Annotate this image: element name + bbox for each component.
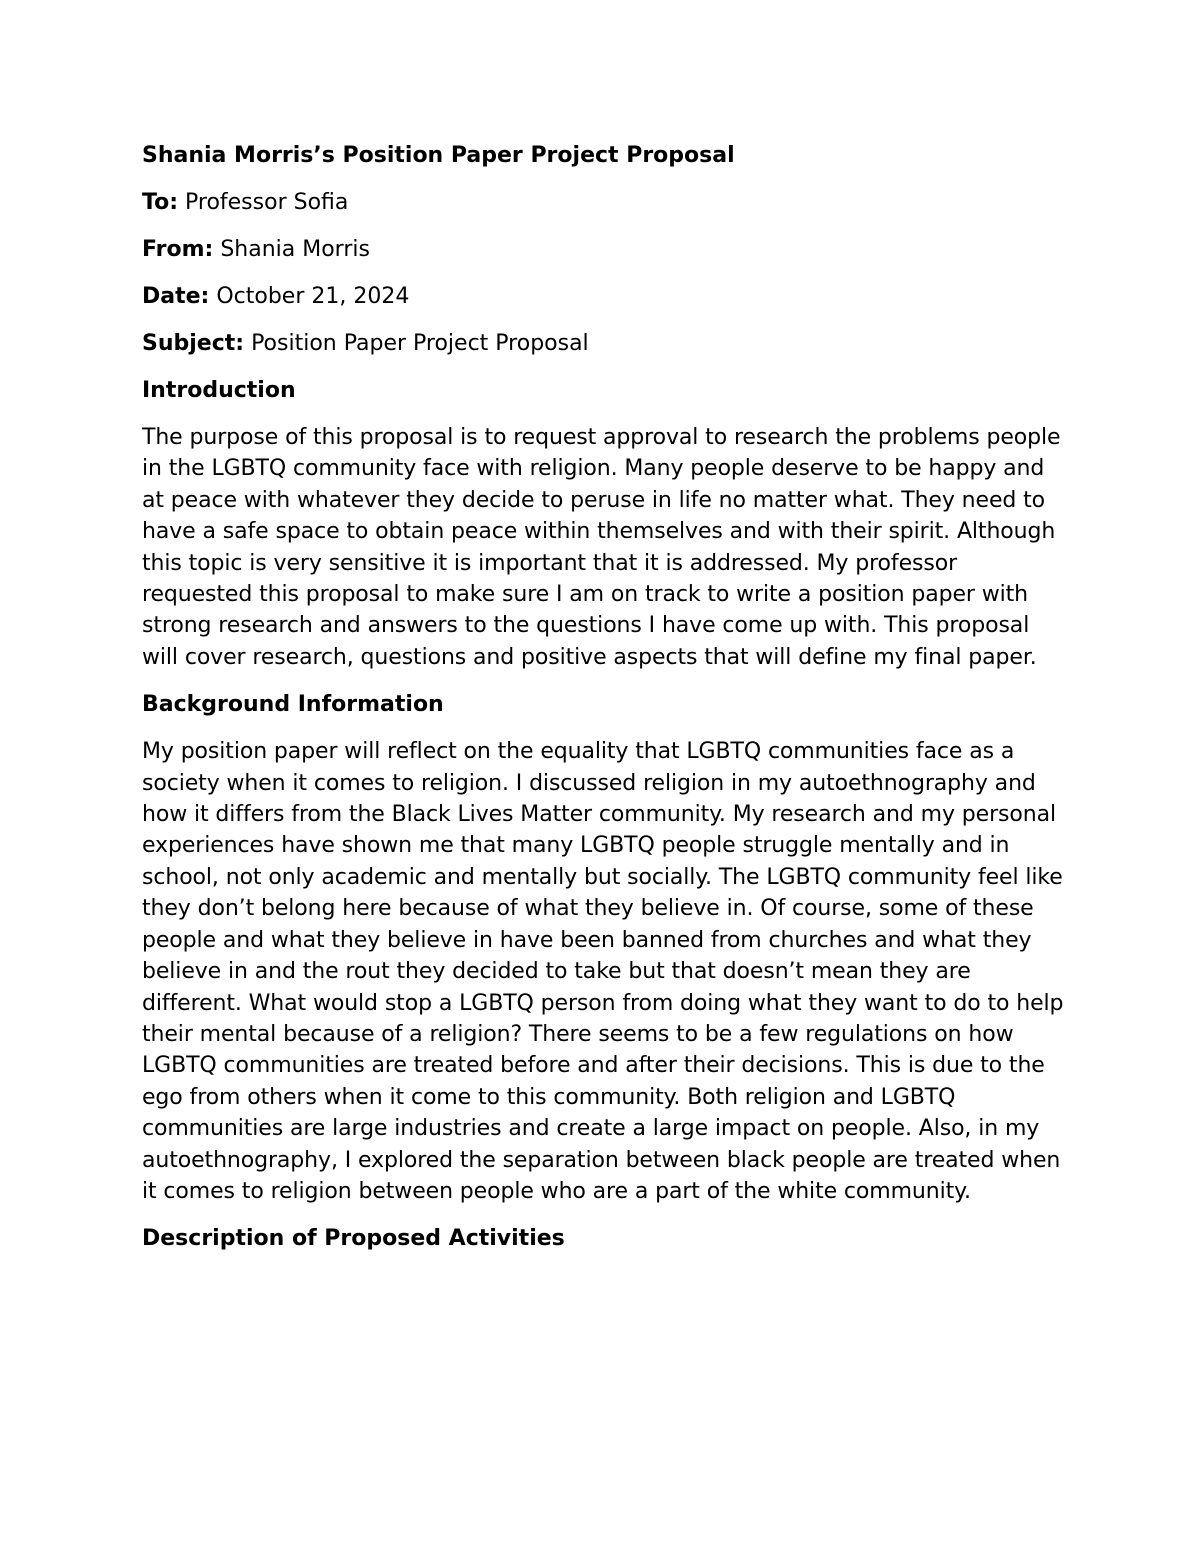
memo-subject-value: Position Paper Project Proposal [251,331,589,356]
memo-to-label: To: [142,190,178,215]
document-body [142,140,1072,1270]
introduction-paragraph: The purpose of this proposal is to request approval to research the problems people in the LGBTQ community face with religion. Many people deserve to be happy and at peace with whatever they decide to peruse in life no matter what. They need to have a safe space to obtain peace within themselves and with their spirit. Although this topic is very sensitive it is important that it is addressed. My professor requested this proposal to make sure I am on track to write a position paper with strong research and answers to the questions I have come up with. This proposal will cover research, questions and positive aspects that will define my final paper. [142,425,1061,670]
activities-heading: Description of Proposed Activities [142,1226,565,1252]
document-title: Shania Morris’s Position Paper Project Proposal [142,143,735,168]
introduction-heading: Introduction [142,378,296,403]
memo-date-value: October 21, 2024 [216,284,410,309]
memo-from-line [142,234,1072,265]
memo-to-value: Professor Sofia [185,190,349,215]
background-paragraph: My position paper will reflect on the equality that LGBTQ communities face as a society when it comes to religion. I discussed religion in my autoethnography and how it differs from the Black Lives Matter community. My research and my personal experiences have shown me that many LGBTQ people struggle mentally and in school, not only academic and mentally but socially. The LGBTQ community feel like they don’t belong here because of what they believe in. Of course, some of these people and what they believe in have been banned from churches and what they believe in and the rout they decided to take but that doesn’t mean they are different. What would stop a LGBTQ person from doing what they want to do to help their mental because of a religion? There seems to be a few regulations on how LGBTQ communities are treated before and after their decisions. This is due to the ego from others when it come to this community. Both religion and LGBTQ communities are large industries and create a large impact on people. Also, in my autoethnography, I explored the separation between black people are treated when it comes to religion between people who are a part of the white community. [142,739,1064,1204]
memo-date-line [142,281,1072,312]
memo-subject-label: Subject: [142,331,245,356]
memo-from-label: From: [142,237,214,262]
memo-subject-line [142,328,1072,359]
memo-date-label: Date: [142,284,210,309]
memo-to-line [142,187,1072,218]
background-heading: Background Information [142,692,444,718]
memo-from-value: Shania Morris [220,237,370,262]
